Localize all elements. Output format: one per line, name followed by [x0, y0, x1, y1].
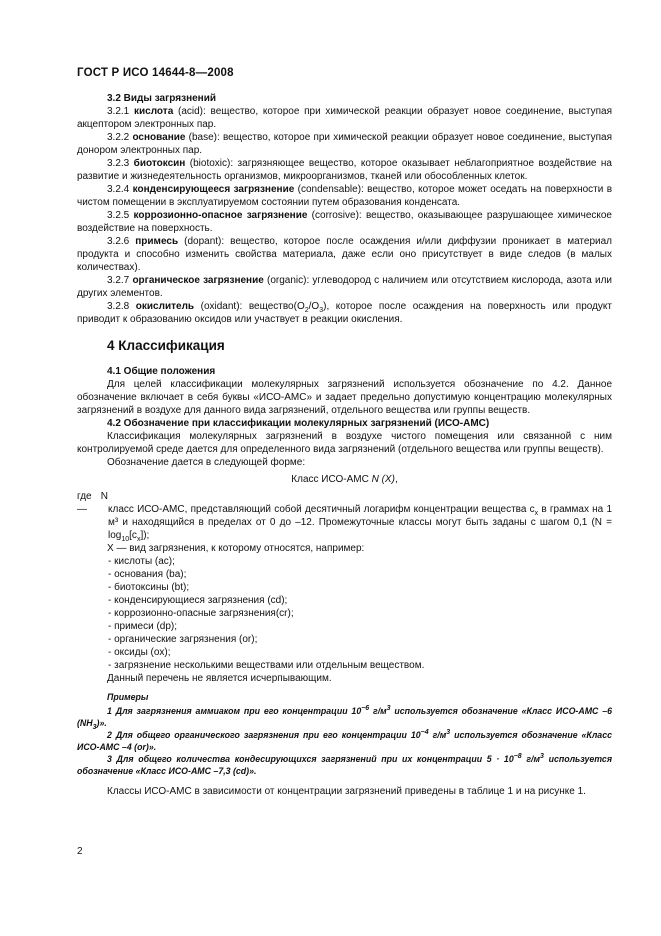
list-item: - коррозионно-опасные загрязнения(cr); — [108, 608, 294, 619]
page-content — [77, 92, 612, 798]
formula: Класс ИСО-АМС N (X), — [291, 474, 398, 485]
term: примесь — [135, 236, 179, 247]
list-item: - кислоты (ac); — [108, 556, 175, 567]
term: коррозионно-опасное загрязнение — [133, 210, 308, 221]
list-item: - органические загрязнения (or); — [108, 634, 258, 645]
definition-item: 3.2.3 биотоксин (biotoxic): загрязняющее вещество, которое оказывает неблагоприятное воздействие на развитие и жизнедеятельность организмов, микроорганизмов, тканей или обособленных клеток. — [77, 158, 612, 182]
term: конденсирующееся загрязнение — [132, 184, 295, 195]
section-4-1-text: Для целей классификации молекулярных загрязнений используется обозначение по 4.2. Данное обозначение включает в себя буквы «ИСО-АМС» и задает предельно допустимую концентрацию молекулярных загрязнений в воздухе для данного вида загрязнений, отдельного вещества или группы веществ. — [77, 379, 612, 416]
not-exhaustive-note: Данный перечень не является исчерпывающим. — [107, 673, 332, 684]
definition-item: 3.2.2 основание (base): вещество, которое при химической реакции образует новое соединение, выступая донором электронных пар. — [77, 132, 613, 156]
list-item: - конденсирующиеся загрязнения (cd); — [108, 595, 288, 606]
example-3: 3 Для общего количества кондесирующихся загрязнений при их концентрации $5 \cdot 10^{-8}$ $г/м^3$ используется обозначение «Класс ИСО-АМС –7,3 (cd)». — [77, 753, 613, 776]
definition-item: 3.2.5 коррозионно-опасное загрязнение (corrosive): вещество, оказывающее разрушающее химическое воздействие на поверхность. — [77, 210, 612, 234]
section-3-2-title: 3.2 Виды загрязнений — [107, 93, 216, 104]
example-2: 2 Для общего органического загрязнения при его концентрации $10^{-4}$ $г/м^3$ используется обозначение «Класс ИСО-АМС –4 (or)». — [77, 729, 612, 752]
term: биотоксин — [133, 158, 186, 169]
list-item: - оксиды (ox); — [108, 647, 171, 658]
definition-item: 3.2.1 кислота (acid): вещество, которое при химической реакции образует новое соединение, выступая акцептором электронных пар. — [77, 106, 612, 130]
where-x: X — вид загрязнения, к которому относятся, например: — [107, 543, 365, 554]
examples-title: Примеры — [107, 692, 149, 702]
section-4-title: 4 Классификация — [107, 338, 225, 353]
section-4-1-title: 4.1 Общие положения — [107, 366, 216, 377]
definition-item: 3.2.7 органическое загрязнение (organic): углеводород с наличием или отсутствием кислорода, азота или других элементов. — [77, 275, 612, 299]
term: органическое загрязнение — [132, 275, 264, 286]
final-paragraph: Классы ИСО-АМС в зависимости от концентрации загрязнений приведены в таблице 1 и на рисунке 1. — [107, 786, 586, 797]
contamination-types-list — [77, 555, 612, 672]
section-4-2-text: Классификация молекулярных загрязнений в воздухе чистого помещения или связанной с ним контролируемой среде дается для определенного вида загрязнений (отдельного вещества или группы веществ). — [77, 431, 612, 455]
form-intro: Обозначение дается в следующей форме: — [107, 457, 306, 468]
section-4-2-title: 4.2 Обозначение при классификации молекулярных загрязнений (ИСО-АМС) — [107, 418, 490, 429]
definition-item: 3.2.6 примесь (dopant): вещество, которое после осаждения и/или диффузии проникает в материал продукта и способно изменить свойства материала, даже если оно присутствует в виде следов (в малых количествах). — [77, 236, 613, 273]
definition-item: 3.2.4 конденсирующееся загрязнение (condensable): вещество, которое может оседать на поверхности в чистом помещении в эксплуатируемом состоянии путем образования конденсата. — [77, 184, 613, 208]
definition-3-2-8: 3.2.8 окислитель (oxidant): $вещество(O_2/O_3)$, которое после осаждения на поверхность или продукт приводит к образованию оксидов или участвует в реакции окисления. — [77, 301, 613, 325]
term: кислота — [134, 106, 174, 117]
definitions-list — [77, 105, 612, 300]
where-n: где N — класс ИСО-АМС, представляющий собой десятичный логарифм концентрации вещества $c_x$ в граммах на 1 м³ и находящийся в пределах от 0 до –12. Промежуточные классы могут быть заданы с шагом 0,1 $(N = \log_{10}[c_x])$; — [77, 491, 613, 543]
list-item: - загрязнение несколькими веществами или отдельным веществом. — [108, 660, 425, 671]
term: основание — [132, 132, 186, 143]
page-number: 2 — [77, 846, 83, 857]
list-item: - биотоксины (bt); — [108, 582, 190, 593]
list-item: - основания (ba); — [108, 569, 187, 580]
example-1: 1 Для загрязнения аммиаком при его концентрации $10^{-6}$ $г/м^3$ используется обозначение «Класс ИСО-АМС –6 $(NH_3)$». — [77, 705, 612, 731]
running-header: ГОСТ Р ИСО 14644-8—2008 — [77, 67, 234, 79]
term: окислитель — [135, 301, 195, 312]
list-item: - примеси (dp); — [108, 621, 178, 632]
